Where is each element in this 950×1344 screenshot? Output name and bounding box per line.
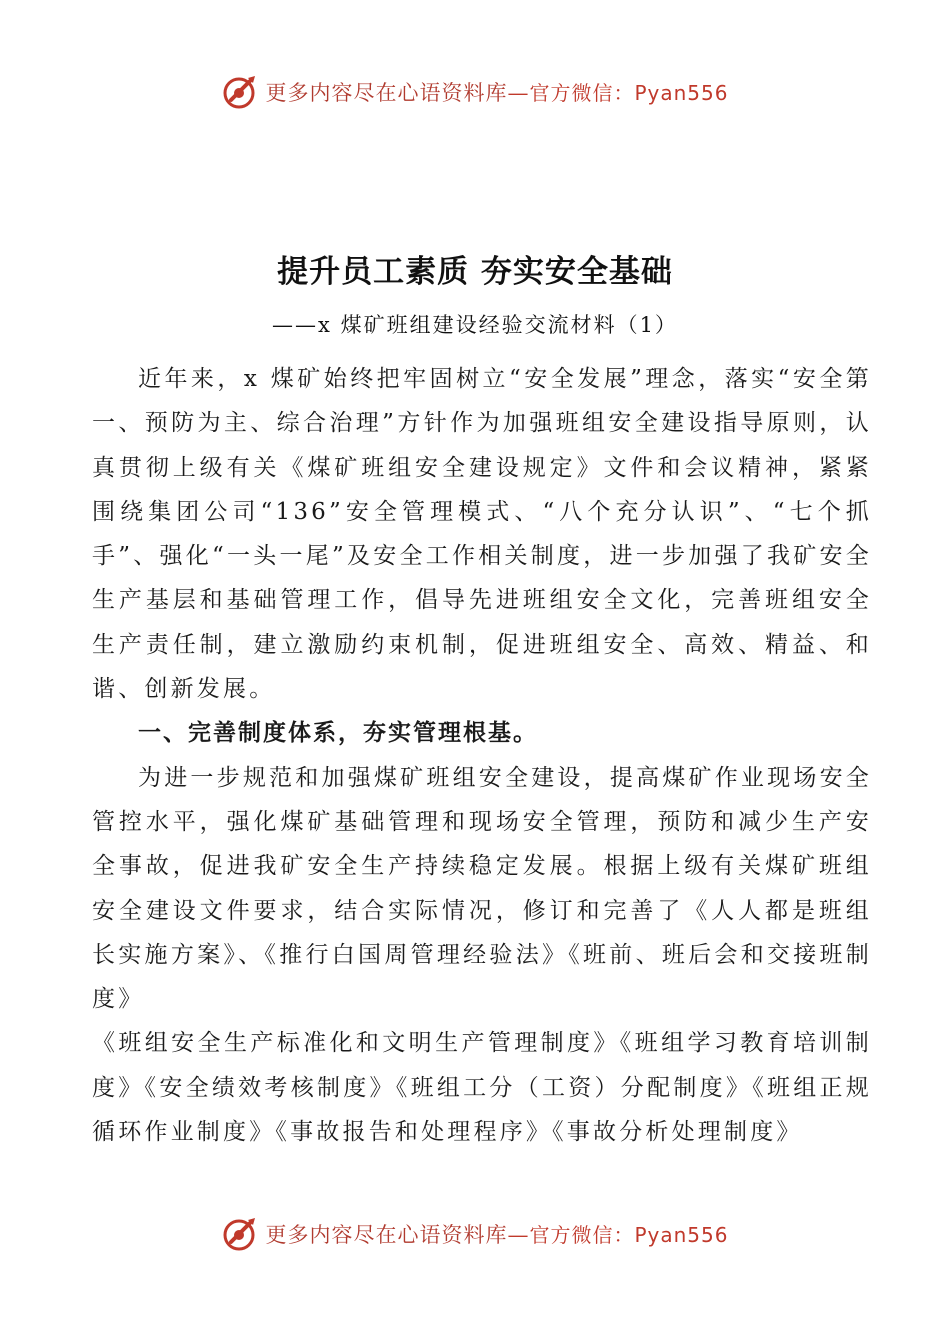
footer-banner	[0, 1212, 950, 1256]
section-heading-1: 一、完善制度体系，夯实管理根基。	[138, 720, 538, 747]
banner-wechat: 官方微信：Pyan556	[529, 81, 729, 105]
banner-text	[265, 77, 728, 107]
page-title: 提升员工素质 夯实安全基础	[277, 254, 673, 290]
header-banner	[0, 70, 950, 114]
banner-separator: —	[507, 81, 530, 105]
banner-text-cn: 更多内容尽在心语资料库	[265, 81, 508, 105]
document-body	[92, 357, 872, 1154]
paragraph-intro: 近年来，x 煤矿始终把牢固树立“安全发展”理念，落实“安全第一、预防为主、综合治理”方针作为加强班组安全建设指导原则，认真贯彻上级有关《煤矿班组安全建设规定》文件和会议精神，紧紧围绕集团公司“136”安全管理模式、“八个充分认识”、“七个抓手”、强化“一头一尾”及安全工作相关制度，进一步加强了我矿安全生产基层和基础管理工作，倡导先进班组安全文化，完善班组安全生产责任制，建立激励约束机制，促进班组安全、高效、精益、和谐、创新发展。	[92, 366, 872, 703]
banner-wechat: 官方微信：Pyan556	[529, 1223, 729, 1247]
logo-icon	[221, 72, 261, 112]
paragraph-section-1: 为进一步规范和加强煤矿班组安全建设，提高煤矿作业现场安全管控水平，强化煤矿基础管理和现场安全管理，预防和减少生产安全事故，促进我矿安全生产持续稳定发展。根据上级有关煤矿班组安全建设文件要求，结合实际情况，修订和完善了《人人都是班组长实施方案》、《推行白国周管理经验法》《班前、班后会和交接班制度》	[92, 764, 872, 1013]
paragraph-regulations-list: 《班组安全生产标准化和文明生产管理制度》《班组学习教育培训制度》《安全绩效考核制度》《班组工分（工资）分配制度》《班组正规循环作业制度》《事故报告和处理程序》《事故分析处理制度》	[92, 1030, 872, 1146]
page-subtitle: ——x 煤矿班组建设经验交流材料（1）	[272, 313, 678, 337]
banner-text	[265, 1219, 728, 1249]
banner-text-cn: 更多内容尽在心语资料库	[265, 1223, 508, 1247]
banner-separator: —	[507, 1223, 530, 1247]
logo-icon	[221, 1214, 261, 1254]
